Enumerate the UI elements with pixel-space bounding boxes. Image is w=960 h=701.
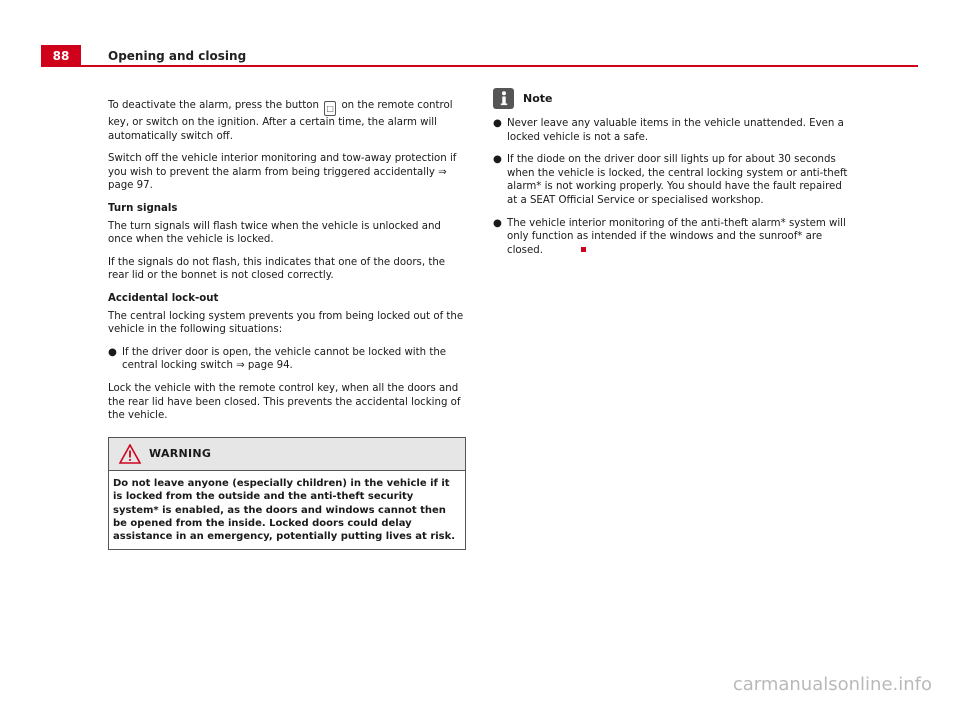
warning-title: WARNING — [149, 446, 212, 460]
bullet-icon: ● — [493, 118, 502, 129]
bullet-icon: ● — [108, 346, 117, 358]
list-item: ● If the diode on the driver door sill lights up for about 30 seconds when the vehicle is locked, the central locking system or anti-theft alarm* is not working properly. You should have the fault repaired at a SEAT Official Service or specialised workshop. — [493, 154, 848, 206]
warning-header — [109, 438, 465, 471]
paragraph-signals-not-flash: If the signals do not flash, this indicates that one of the doors, the rear lid or the bonnet is not closed correctly. — [108, 256, 446, 282]
page-number: 88 — [41, 45, 81, 67]
bullet-icon: ● — [493, 217, 502, 229]
list-item: ● If the driver door is open, the vehicle cannot be locked with the central locking switch ⇒ page 94. — [108, 346, 447, 372]
paragraph-turn-signals: The turn signals will flash twice when the vehicle is unlocked and once when the vehicle is locked. — [108, 220, 441, 246]
section-title: Opening and closing — [108, 49, 247, 63]
warning-text: Do not leave anyone (especially children) in the vehicle if it is locked from the outside and the anti-theft security system* is enabled, as the doors and windows cannot then be opened from the inside. Locked doors could delay assistance in an emergency, potentially putting lives at risk. — [113, 477, 456, 543]
note-title: Note — [523, 91, 553, 105]
list-item: ● Never leave any valuable items in the vehicle unattended. Even a locked vehicle is not a safe. — [493, 118, 844, 143]
warning-triangle-icon — [119, 444, 141, 464]
paragraph-deactivate-alarm: To deactivate the alarm, press the button □ on the remote control key, or switch on the ignition. After a certain time, the alarm will automatically switch off. — [108, 100, 453, 142]
heading-turn-signals: Turn signals — [108, 202, 178, 214]
heading-accidental-lockout: Accidental lock-out — [108, 292, 219, 304]
warning-box — [108, 437, 466, 550]
paragraph-lock-remote: Lock the vehicle with the remote control key, when all the doors and the rear lid have been closed. This prevents the accidental locking of the vehicle. — [108, 382, 461, 422]
paragraph-central-locking: The central locking system prevents you from being locked out of the vehicle in the following situations: — [108, 310, 464, 336]
end-of-section-icon — [581, 247, 586, 252]
header-rule — [81, 65, 918, 67]
bullet-icon: ● — [493, 154, 502, 166]
info-icon — [493, 88, 514, 109]
right-column — [493, 91, 849, 266]
watermark: carmanualsonline.info — [732, 674, 932, 695]
left-column — [108, 99, 464, 550]
lock-key-icon: □ — [324, 101, 336, 116]
page-header — [41, 45, 918, 67]
note-header — [493, 88, 849, 109]
paragraph-interior-monitoring: Switch off the vehicle interior monitoring and tow-away protection if you wish to prevent the alarm from being triggered accidentally ⇒ page 97. — [108, 153, 457, 192]
list-item: ● The vehicle interior monitoring of the anti-theft alarm* system will only function as intended if the windows and the sunroof* are closed. — [493, 217, 846, 256]
